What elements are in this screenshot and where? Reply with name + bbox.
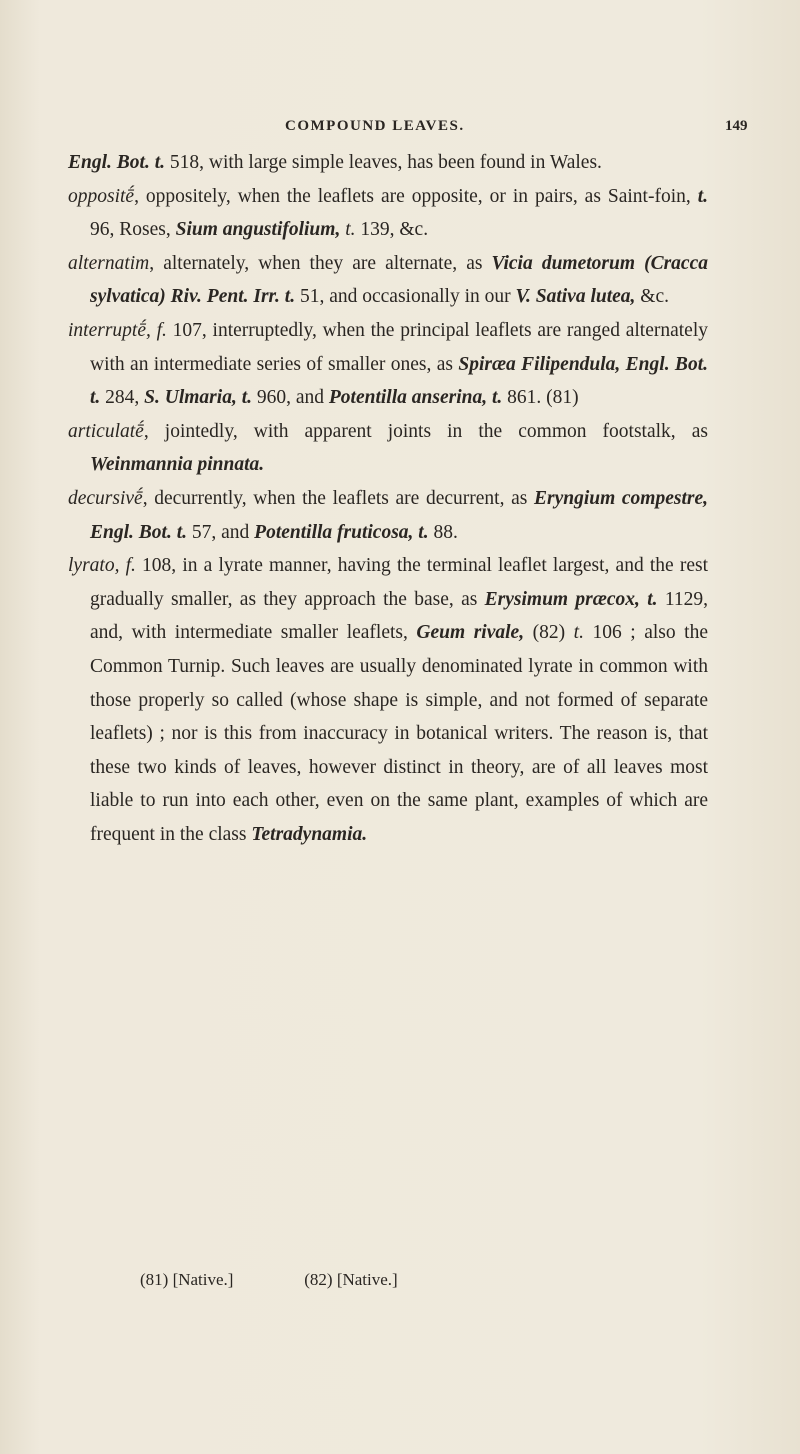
entry-term: decursivḗ [68, 487, 143, 509]
entry-text: 96, Roses, [90, 219, 176, 241]
entry-reference: Weinmannia pinnata. [90, 454, 265, 476]
running-title: COMPOUND LEAVES. [285, 118, 465, 134]
entry-reference: Potentilla anserina, t. [328, 387, 503, 409]
entry-text: 1129, and, with intermediate smaller leaflets, [90, 588, 708, 644]
entry-text: (82) [524, 622, 574, 644]
entry-text: , alternately, when they are alternate, as [149, 252, 492, 274]
entry-reference: S. Ulmaria, t. [144, 387, 252, 409]
entry-reference: Spiræa Filipendula, Engl. Bot. t. [90, 353, 708, 409]
entry-text: 107, interruptedly, when the principal leaflets are ranged alternately with an intermediate series of smaller ones, as [90, 319, 708, 375]
entry-term: t. [573, 622, 584, 644]
entry-text: , decurrently, when the leaflets are decurrent, as [142, 487, 534, 509]
entry-text: 861. (81) [502, 387, 579, 409]
entry-text: , jointedly, with apparent joints in the common footstalk, as [143, 420, 708, 442]
glossary-entry [68, 482, 708, 549]
entry-reference: Engl. Bot. t. [68, 152, 165, 173]
entry-text: 57, and [187, 521, 255, 543]
glossary-entry [68, 314, 708, 415]
entry-text: 51, and occasionally in our [295, 286, 516, 308]
entry-reference: Potentilla fruticosa, t. [254, 521, 429, 543]
entry-reference: t. [697, 185, 708, 207]
entry-term: articulatḗ [68, 420, 144, 442]
entry-text: 139, &c. [355, 219, 429, 241]
entry-reference: V. Sativa lutea, [515, 286, 636, 308]
entry-text: , oppositely, when the leaflets are opposite, or in pairs, as Saint-foin, [134, 185, 698, 207]
entry-text: 518, with large simple leaves, has been found in Wales. [165, 152, 602, 173]
entry-reference: Erysimum præcox, t. [484, 588, 658, 610]
entry-text: 108, in a lyrate manner, having the terminal leaflet largest, and the rest gradually smaller, as they approach the base, as [90, 555, 708, 610]
footnote-82: (82) [Native.] [304, 1270, 398, 1289]
glossary-entry [68, 415, 708, 482]
page-number: 149 [725, 118, 748, 134]
footnote-81: (81) [Native.] [140, 1270, 234, 1289]
footnotes [140, 1270, 640, 1290]
entry-reference: Geum rivale, [416, 622, 525, 644]
body-text [68, 146, 708, 851]
glossary-entry [68, 549, 708, 851]
entry-text: &c. [635, 286, 669, 308]
glossary-entry [68, 247, 708, 314]
entry-reference: Sium angustifolium, [175, 219, 341, 241]
entry-text: 88. [428, 521, 458, 543]
entry-reference: Tetradynamia. [251, 823, 368, 845]
glossary-entry [68, 180, 708, 247]
glossary-entry [68, 146, 708, 180]
entry-text: 960, and [251, 387, 329, 409]
entry-reference: Eryngium compestre, Engl. Bot. t. [90, 487, 708, 543]
entry-term: alternatim [68, 252, 150, 274]
entry-term: oppositḗ [68, 185, 135, 207]
running-head [0, 118, 800, 142]
entry-term: interruptḗ, f. [68, 319, 167, 341]
entry-text: 284, [100, 387, 145, 409]
entry-text: 106 ; also the Common Turnip. Such leaves are usually denominated lyrate in common with those properly so called (whose shape is simple, and not formed of separate leaflets) ; nor is this from inaccuracy in botanical writers. The reason is, that these two kinds of leaves, however distinct in theory, are of all leaves most liable to run into each other, even on the same plant, examples of which are frequent in the class [90, 622, 709, 845]
entry-reference: Vicia dumetorum (Cracca sylvatica) Riv. Pent. Irr. t. [90, 252, 708, 308]
entry-term: t. [345, 219, 356, 241]
entry-term: lyrato, f. [68, 555, 136, 577]
